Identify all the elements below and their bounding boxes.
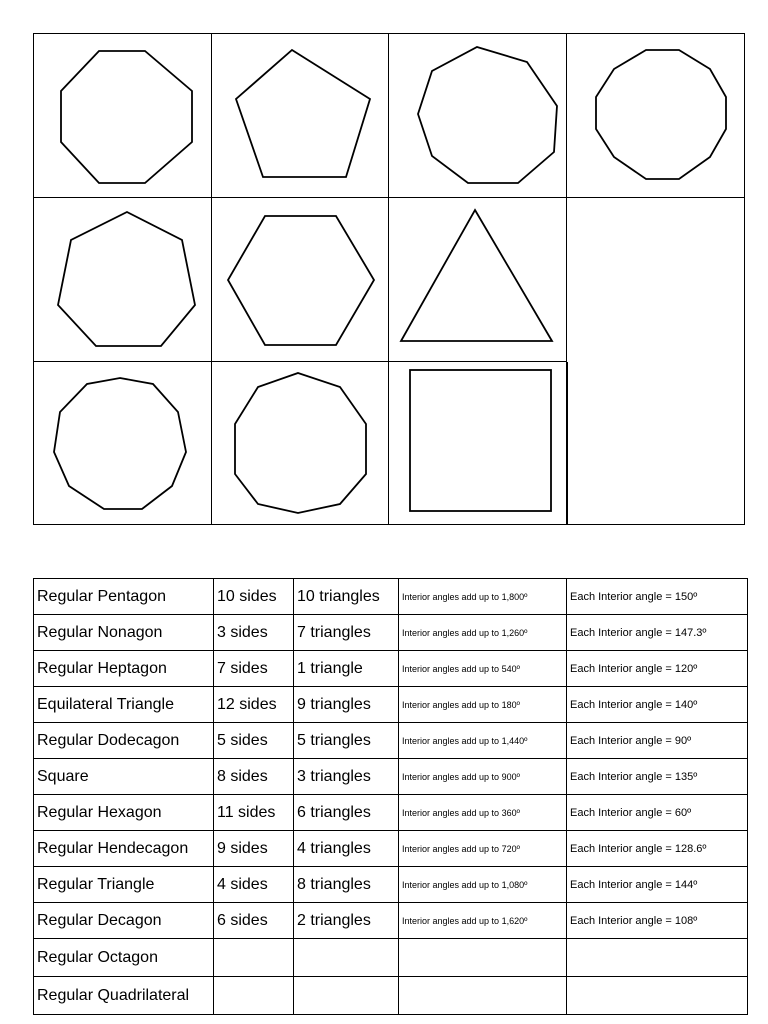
cell-sides: 5 sides [214, 723, 294, 759]
matching-table [33, 578, 748, 1015]
cell-name: Regular Hexagon [34, 795, 214, 831]
cell-sides: 4 sides [214, 867, 294, 903]
cell-sides: 3 sides [214, 615, 294, 651]
shape-cell-hendecagon [34, 362, 212, 525]
cell-sides: 11 sides [214, 795, 294, 831]
cell-each: Each Interior angle = 135º [567, 759, 748, 795]
shape-cell-octagon [34, 34, 212, 198]
cell-name: Square [34, 759, 214, 795]
cell-each: Each Interior angle = 60º [567, 795, 748, 831]
cell-sides: 12 sides [214, 687, 294, 723]
cell-sides [214, 977, 294, 1015]
cell-sum: Interior angles add up to 1,440º [399, 723, 567, 759]
cell-name: Regular Octagon [34, 939, 214, 977]
cell-name: Regular Heptagon [34, 651, 214, 687]
cell-triangles: 10 triangles [294, 579, 399, 615]
heptagon-shape [58, 212, 195, 346]
table-row [34, 867, 748, 903]
cell-triangles: 8 triangles [294, 867, 399, 903]
cell-each [567, 939, 748, 977]
cell-triangles [294, 977, 399, 1015]
cell-triangles: 4 triangles [294, 831, 399, 867]
octagon-shape [61, 51, 192, 183]
cell-name: Regular Hendecagon [34, 831, 214, 867]
cell-each: Each Interior angle = 150º [567, 579, 748, 615]
cell-triangles: 5 triangles [294, 723, 399, 759]
cell-each: Each Interior angle = 108º [567, 903, 748, 939]
cell-sum [399, 977, 567, 1015]
hendecagon-shape [54, 378, 186, 509]
cell-name: Regular Triangle [34, 867, 214, 903]
cell-sum: Interior angles add up to 360º [399, 795, 567, 831]
triangle-shape [401, 210, 552, 341]
cell-sum: Interior angles add up to 1,620º [399, 903, 567, 939]
cell-sum: Interior angles add up to 540º [399, 651, 567, 687]
table-row [34, 903, 748, 939]
table-row [34, 831, 748, 867]
shape-cell-nonagon [389, 34, 567, 198]
table-row [34, 795, 748, 831]
cell-sum: Interior angles add up to 900º [399, 759, 567, 795]
cell-name: Regular Quadrilateral [34, 977, 214, 1015]
cell-name: Regular Decagon [34, 903, 214, 939]
cell-triangles: 6 triangles [294, 795, 399, 831]
table-row [34, 651, 748, 687]
cell-sum: Interior angles add up to 1,800º [399, 579, 567, 615]
decagon-shape [235, 373, 366, 513]
pentagon-shape [236, 50, 370, 177]
table-row [34, 615, 748, 651]
table-row [34, 579, 748, 615]
shape-cell-dodecagon [567, 34, 745, 198]
shape-cell-heptagon [34, 198, 212, 362]
cell-sum [399, 939, 567, 977]
cell-triangles [294, 939, 399, 977]
shape-cell-pentagon [212, 34, 389, 198]
cell-name: Equilateral Triangle [34, 687, 214, 723]
cell-sum: Interior angles add up to 180º [399, 687, 567, 723]
cell-triangles: 7 triangles [294, 615, 399, 651]
table-row [34, 687, 748, 723]
cell-name: Regular Dodecagon [34, 723, 214, 759]
cell-sides: 9 sides [214, 831, 294, 867]
cell-sum: Interior angles add up to 1,080º [399, 867, 567, 903]
cell-each: Each Interior angle = 140º [567, 687, 748, 723]
table-row [34, 759, 748, 795]
cell-sides: 7 sides [214, 651, 294, 687]
nonagon-shape [418, 47, 557, 183]
cell-each: Each Interior angle = 90º [567, 723, 748, 759]
shape-cell-hexagon [212, 198, 389, 362]
dodecagon-shape [596, 50, 726, 179]
cell-sum: Interior angles add up to 720º [399, 831, 567, 867]
table-row [34, 939, 748, 977]
cell-sides: 10 sides [214, 579, 294, 615]
shape-cell-empty [567, 362, 745, 525]
cell-sides: 6 sides [214, 903, 294, 939]
shape-cell-square [389, 362, 567, 525]
cell-triangles: 1 triangle [294, 651, 399, 687]
cell-triangles: 2 triangles [294, 903, 399, 939]
cell-sides [214, 939, 294, 977]
cell-sides: 8 sides [214, 759, 294, 795]
shape-cell-decagon [212, 362, 389, 525]
table-row [34, 977, 748, 1015]
table-row [34, 723, 748, 759]
cell-each: Each Interior angle = 120º [567, 651, 748, 687]
hexagon-shape [228, 216, 374, 345]
cell-each: Each Interior angle = 147.3º [567, 615, 748, 651]
cell-triangles: 9 triangles [294, 687, 399, 723]
cell-triangles: 3 triangles [294, 759, 399, 795]
cell-name: Regular Nonagon [34, 615, 214, 651]
cell-name: Regular Pentagon [34, 579, 214, 615]
shape-cell-empty [567, 198, 745, 362]
cell-each [567, 977, 748, 1015]
cell-sum: Interior angles add up to 1,260º [399, 615, 567, 651]
cell-each: Each Interior angle = 128.6º [567, 831, 748, 867]
shape-cell-triangle [389, 198, 567, 362]
shape-grid [33, 33, 745, 525]
cell-each: Each Interior angle = 144º [567, 867, 748, 903]
square-shape [410, 370, 551, 511]
